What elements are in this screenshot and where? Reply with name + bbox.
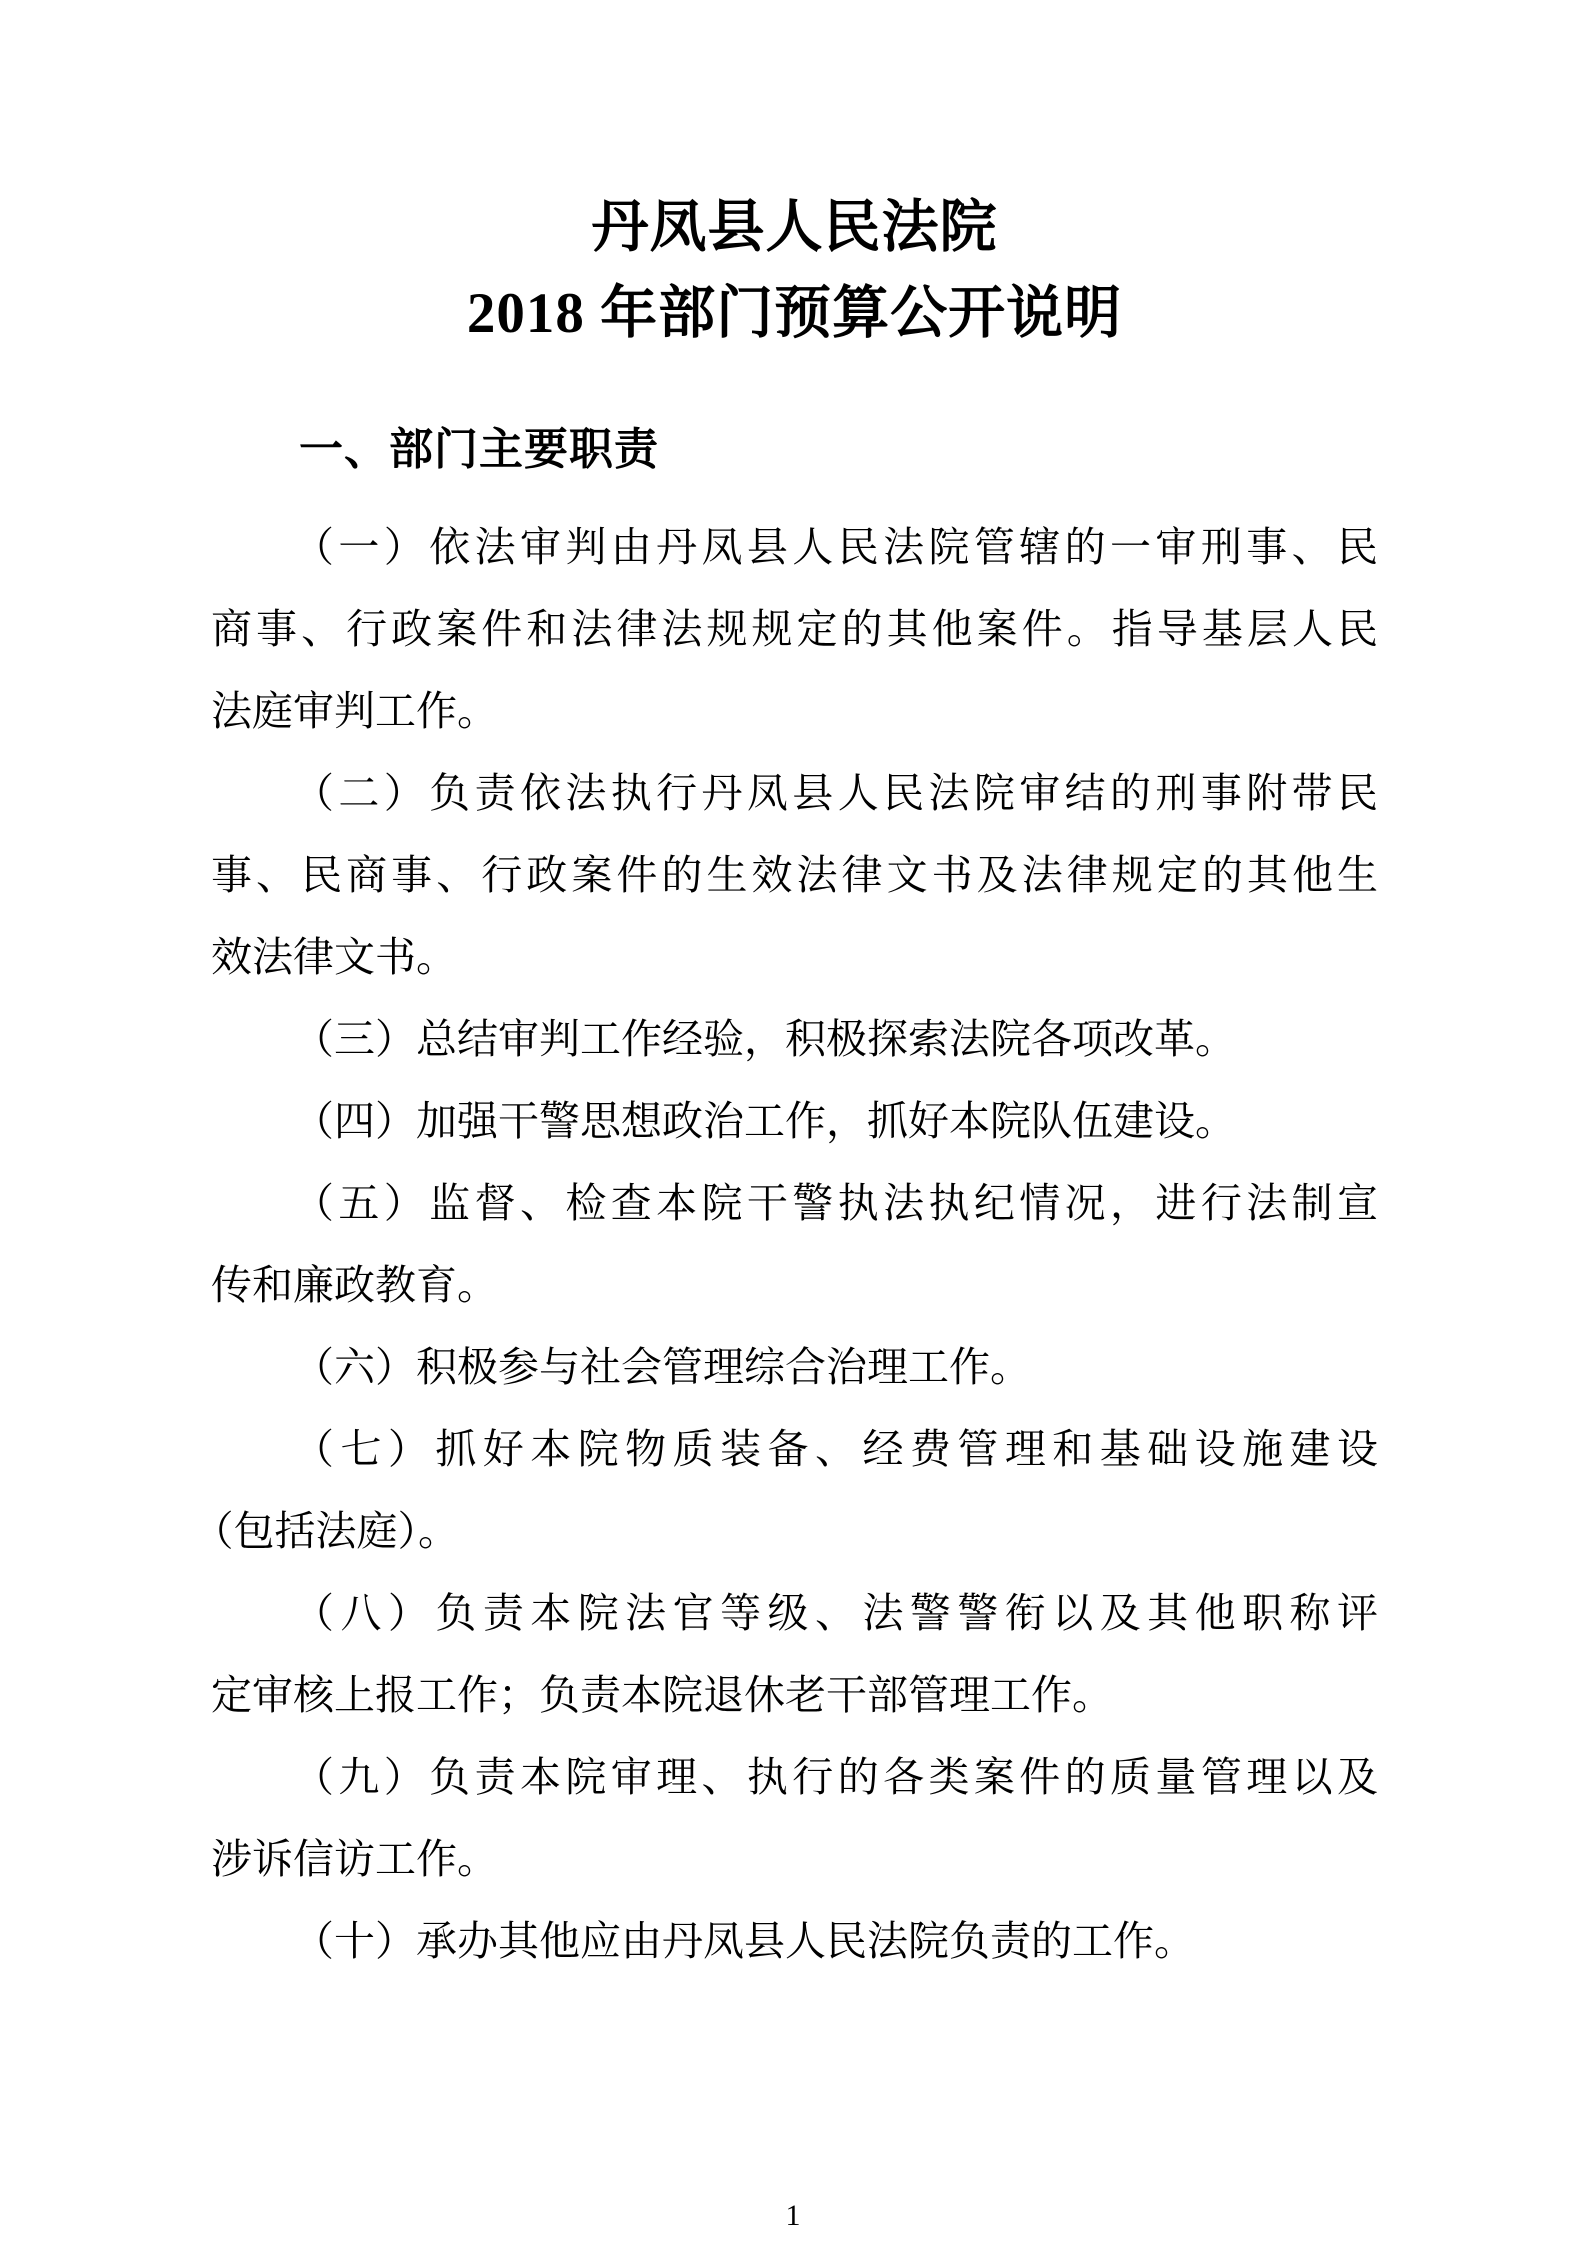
- paragraph: [211, 1900, 1378, 1982]
- paragraph-line: （九）负责本院审理、执行的各类案件的质量管理以及: [293, 1754, 1378, 1800]
- paragraph: [211, 752, 1378, 998]
- paragraph: [211, 1080, 1378, 1162]
- paragraph: [211, 1162, 1378, 1326]
- paragraph: [192, 1408, 1378, 1572]
- document-title-line1: 丹凤县人民法院: [591, 196, 998, 259]
- paragraph-line: （二）负责依法执行丹凤县人民法院审结的刑事附带民: [293, 770, 1378, 816]
- paragraph: [211, 1572, 1378, 1736]
- paragraph-line: 事、民商事、行政案件的生效法律文书及法律规定的其他生: [211, 852, 1378, 898]
- paragraph-line: （十）承办其他应由丹凤县人民法院负责的工作。: [293, 1918, 1195, 1964]
- paragraph: [211, 998, 1378, 1080]
- paragraph-line: （七）抓好本院物质装备、经费管理和基础设施建设: [293, 1426, 1378, 1472]
- paragraph-line: （五）监督、检查本院干警执法执纪情况，进行法制宣: [293, 1180, 1378, 1226]
- paragraph-line: （八）负责本院法官等级、法警警衔以及其他职称评: [293, 1590, 1378, 1636]
- paragraph-list: [192, 506, 1378, 1982]
- paragraph-line: （三）总结审判工作经验，积极探索法院各项改革。: [293, 1016, 1236, 1062]
- paragraph-line: （四）加强干警思想政治工作，抓好本院队伍建设。: [293, 1098, 1236, 1144]
- paragraph-line: 定审核上报工作；负责本院退休老干部管理工作。: [211, 1672, 1113, 1718]
- paragraph-line: （包括法庭）。: [192, 1508, 460, 1554]
- paragraph-line: 涉诉信访工作。: [211, 1836, 498, 1882]
- paragraph-line: （六）积极参与社会管理综合治理工作。: [293, 1344, 1031, 1390]
- paragraph: [211, 506, 1378, 752]
- paragraph-line: 传和廉政教育。: [211, 1262, 498, 1308]
- page-number: 1: [785, 2199, 801, 2232]
- paragraph: [211, 1736, 1378, 1900]
- paragraph: [211, 1326, 1378, 1408]
- document-title-line2: 2018 年部门预算公开说明: [466, 282, 1123, 345]
- paragraph-line: （一）依法审判由丹凤县人民法院管辖的一审刑事、民: [293, 524, 1378, 570]
- paragraph-line: 商事、行政案件和法律法规规定的其他案件。指导基层人民: [211, 606, 1378, 652]
- paragraph-line: 法庭审判工作。: [211, 688, 498, 734]
- paragraph-line: 效法律文书。: [211, 934, 457, 980]
- document-title: [211, 185, 1378, 357]
- section-heading: 一、部门主要职责: [299, 425, 659, 474]
